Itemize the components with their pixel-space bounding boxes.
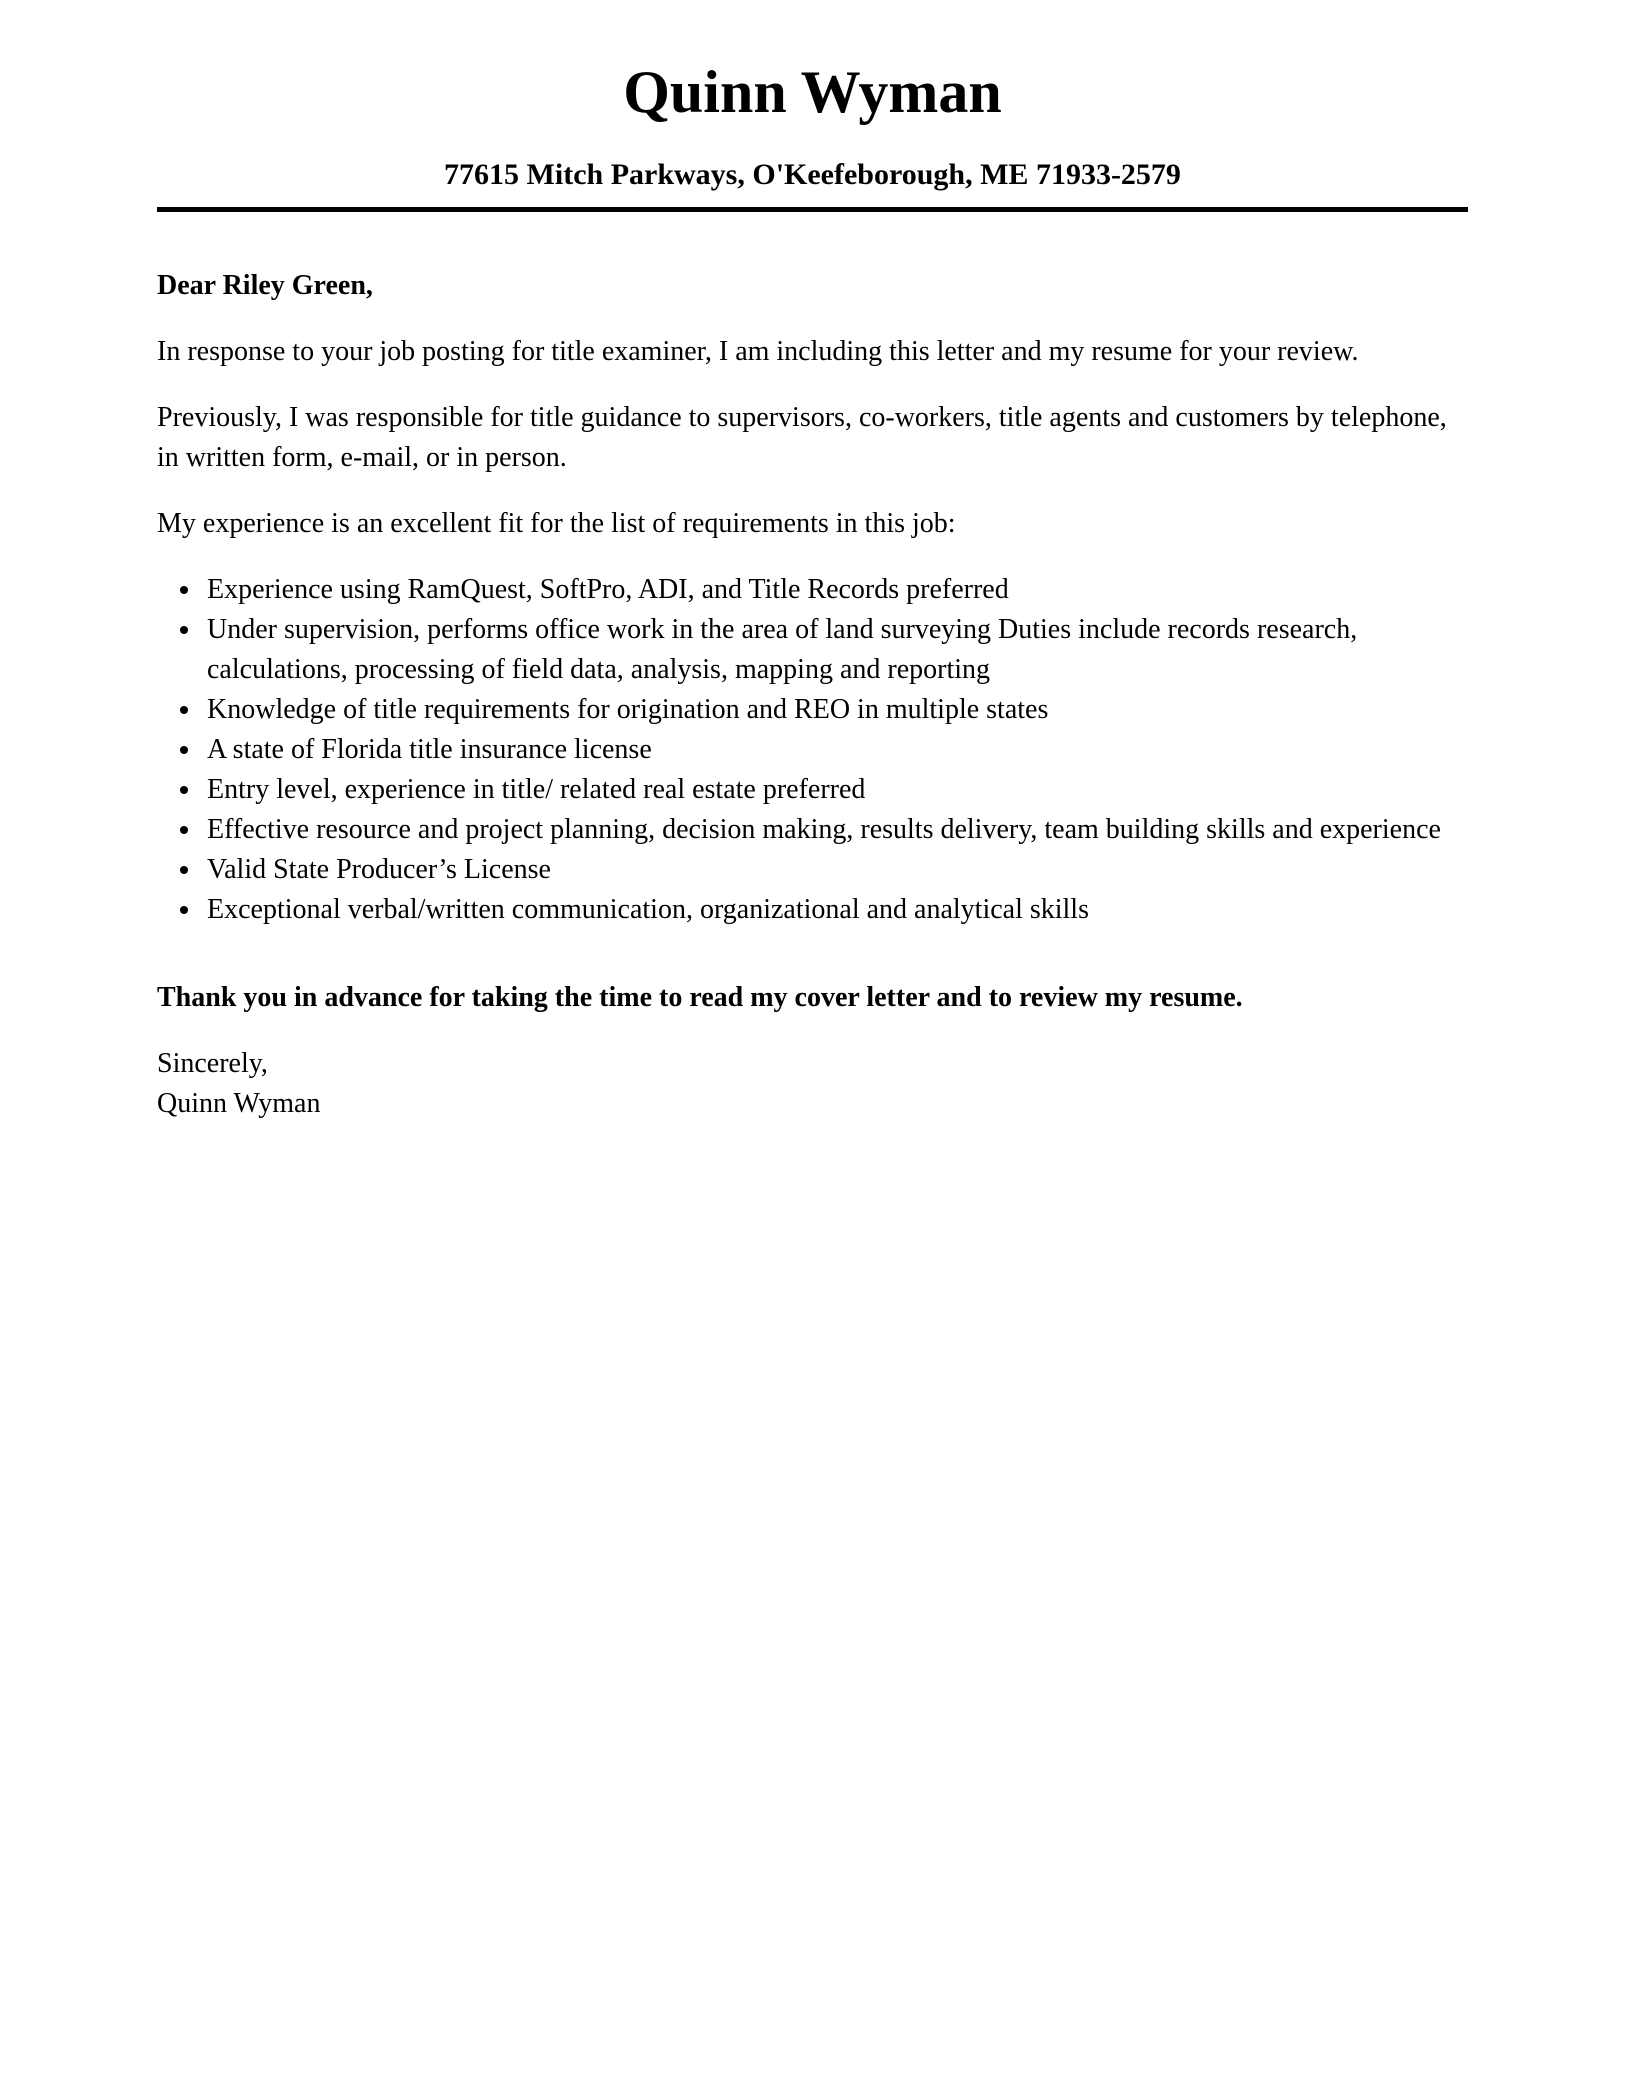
- applicant-name: Quinn Wyman: [623, 59, 1002, 125]
- closing-statement: Thank you in advance for taking the time to read my cover letter and to review my resume.: [157, 982, 1243, 1013]
- paragraph-intro: In response to your job posting for title examiner, I am including this letter and my resume for your review.: [157, 336, 1359, 367]
- signature-name: Quinn Wyman: [157, 1088, 321, 1119]
- paragraph-experience: Previously, I was responsible for title guidance to supervisors, co-workers, title agents and customers by telephone, in written form, e-mail, or in person.: [157, 402, 1447, 473]
- paragraph-fit-intro: My experience is an excellent fit for the list of requirements in this job:: [157, 508, 956, 539]
- requirement-item: • Knowledge of title requirements for origination and REO in multiple states: [203, 690, 1468, 730]
- requirements-list: [157, 570, 1468, 930]
- letter-body: [157, 266, 1468, 1124]
- salutation: Dear Riley Green,: [157, 270, 373, 301]
- applicant-address: 77615 Mitch Parkways, O'Keefeborough, ME 71933-2579: [444, 158, 1181, 191]
- requirement-item: • Exceptional verbal/written communication, organizational and analytical skills: [203, 890, 1468, 930]
- signoff: Sincerely,: [157, 1048, 268, 1079]
- requirement-item: • A state of Florida title insurance license: [203, 730, 1468, 770]
- requirement-item: • Effective resource and project planning, decision making, results delivery, team building skills and experience: [203, 810, 1468, 850]
- requirement-item: • Under supervision, performs office work in the area of land surveying Duties include records research, calculations, processing of field data, analysis, mapping and reporting: [203, 610, 1468, 690]
- requirement-item: • Entry level, experience in title/ related real estate preferred: [203, 770, 1468, 810]
- header-divider: [157, 207, 1468, 212]
- requirement-item: • Valid State Producer’s License: [203, 850, 1468, 890]
- letter-header: [157, 58, 1468, 212]
- requirement-item: • Experience using RamQuest, SoftPro, ADI, and Title Records preferred: [203, 570, 1468, 610]
- signoff-block: [157, 1044, 1468, 1124]
